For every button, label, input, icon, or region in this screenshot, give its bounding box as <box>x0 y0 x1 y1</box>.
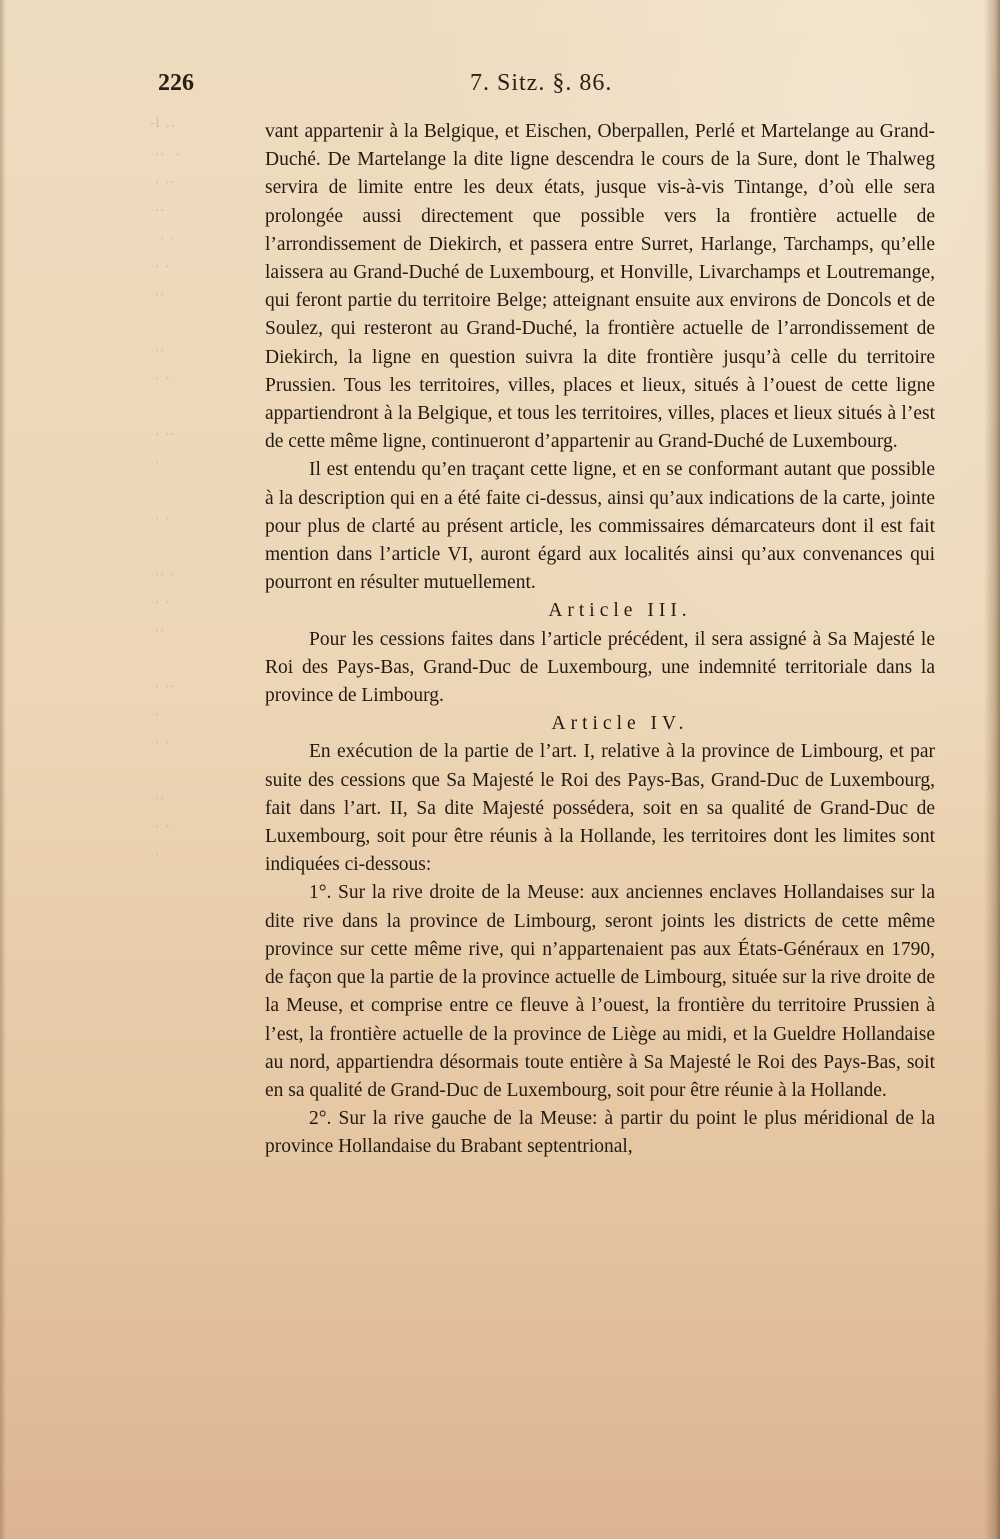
section-label: 7. Sitz. §. 86. <box>470 70 613 96</box>
page-edge-left <box>0 0 6 1539</box>
paragraph-right-bank: 1°. Sur la rive droite de la Meuse: aux anciennes enclaves Hollandaises sur la dite rive dans la province de Limbourg, seront joints les districts de cette même province sur cette même rive, qui n’appartenaient pas aux États-Généraux en 1790, de façon que la partie de la province actuelle de Limbourg, située sur la rive droite de la Meuse, et comprise entre ce fleuve à l’ouest, la frontière du territoire Prussien à l’est, la frontière actuelle de la province de Liège au midi, et la Gueldre Hollandaise au nord, appartiendra désormais toute entière à Sa Majesté le Roi des Pays-Bas, soit en sa qualité de Grand-Duc de Luxembourg, soit pour être réunie à la Hollande. <box>265 882 935 1101</box>
article-heading: Article III. <box>548 600 692 622</box>
paragraph-continuation: vant appartenir à la Belgique, et Eischen, Oberpallen, Perlé et Martelange au Grand-Duché. De Martelange la dite ligne descendra le cours de la Sure, dont le Thalweg servira de limite entre les deux états, jusque vis-à-vis Tintange, d’où elle sera prolongée aussi directement que possible vers la frontière actuelle de l’arrondissement de Diekirch, et passera entre Surret, Harlange, Tarchamps, qu’elle laissera au Grand-Duché de Luxembourg, et Honville, Livarchamps et Loutremange, qui feront partie du territoire Belge; atteignant ensuite aux environs de Doncols et de Soulez, qui resteront au Grand-Duché, la frontière actuelle de l’arrondissement de Diekirch, la ligne en question suivra la dite frontière jusqu’à celle du territoire Prussien. Tous les territoires, villes, places et lieux, situés à l’ouest de cette ligne appartiendront à la Belgique, et tous les territoires, villes, places et lieux situés à l’est de cette même ligne, continueront d’appartenir au Grand-Duché de Luxembourg. <box>265 121 935 453</box>
show-through-texture: -l .. .. . . .. .. . . . . .. .. . . . .. . . . .. . . . .. . .. . . . .. . . . <box>150 116 181 859</box>
page-number: 226 <box>158 70 194 96</box>
running-header <box>0 70 1000 104</box>
paragraph-boundary-note: Il est entendu qu’en traçant cette ligne, et en se conformant autant que possible à la description qui en a été faite ci-dessus, ainsi qu’aux indications de la carte, jointe pour plus de clarté au présent article, les commissaires démarcateurs dont il est fait mention dans l’article VI, auront égard aux localités ainsi qu’aux convenances qui pourront en résulter mutuellement. <box>265 459 935 594</box>
page-edge-right <box>984 0 1000 1539</box>
paragraph-article-4: En exécution de la partie de l’art. I, relative à la province de Limbourg, et par suite des cessions que Sa Majesté le Roi des Pays-Bas, Grand-Duc de Luxembourg, fait dans l’art. II, Sa dite Majesté possédera, soit en sa qualité de Grand-Duc de Luxembourg, soit pour être réunis à la Hollande, les territoires dont les limites sont indiquées ci-dessous: <box>265 741 935 876</box>
article-heading: Article IV. <box>551 713 689 735</box>
paragraph-article-3: Pour les cessions faites dans l’article précédent, il sera assigné à Sa Majesté le Roi des Pays-Bas, Grand-Duc de Luxembourg, une indemnité territoriale dans la province de Limbourg. <box>265 628 935 707</box>
page-body <box>265 118 935 1162</box>
paragraph-left-bank: 2°. Sur la rive gauche de la Meuse: à partir du point le plus méridional de la province Hollandaise du Brabant septentrional, <box>265 1108 935 1158</box>
